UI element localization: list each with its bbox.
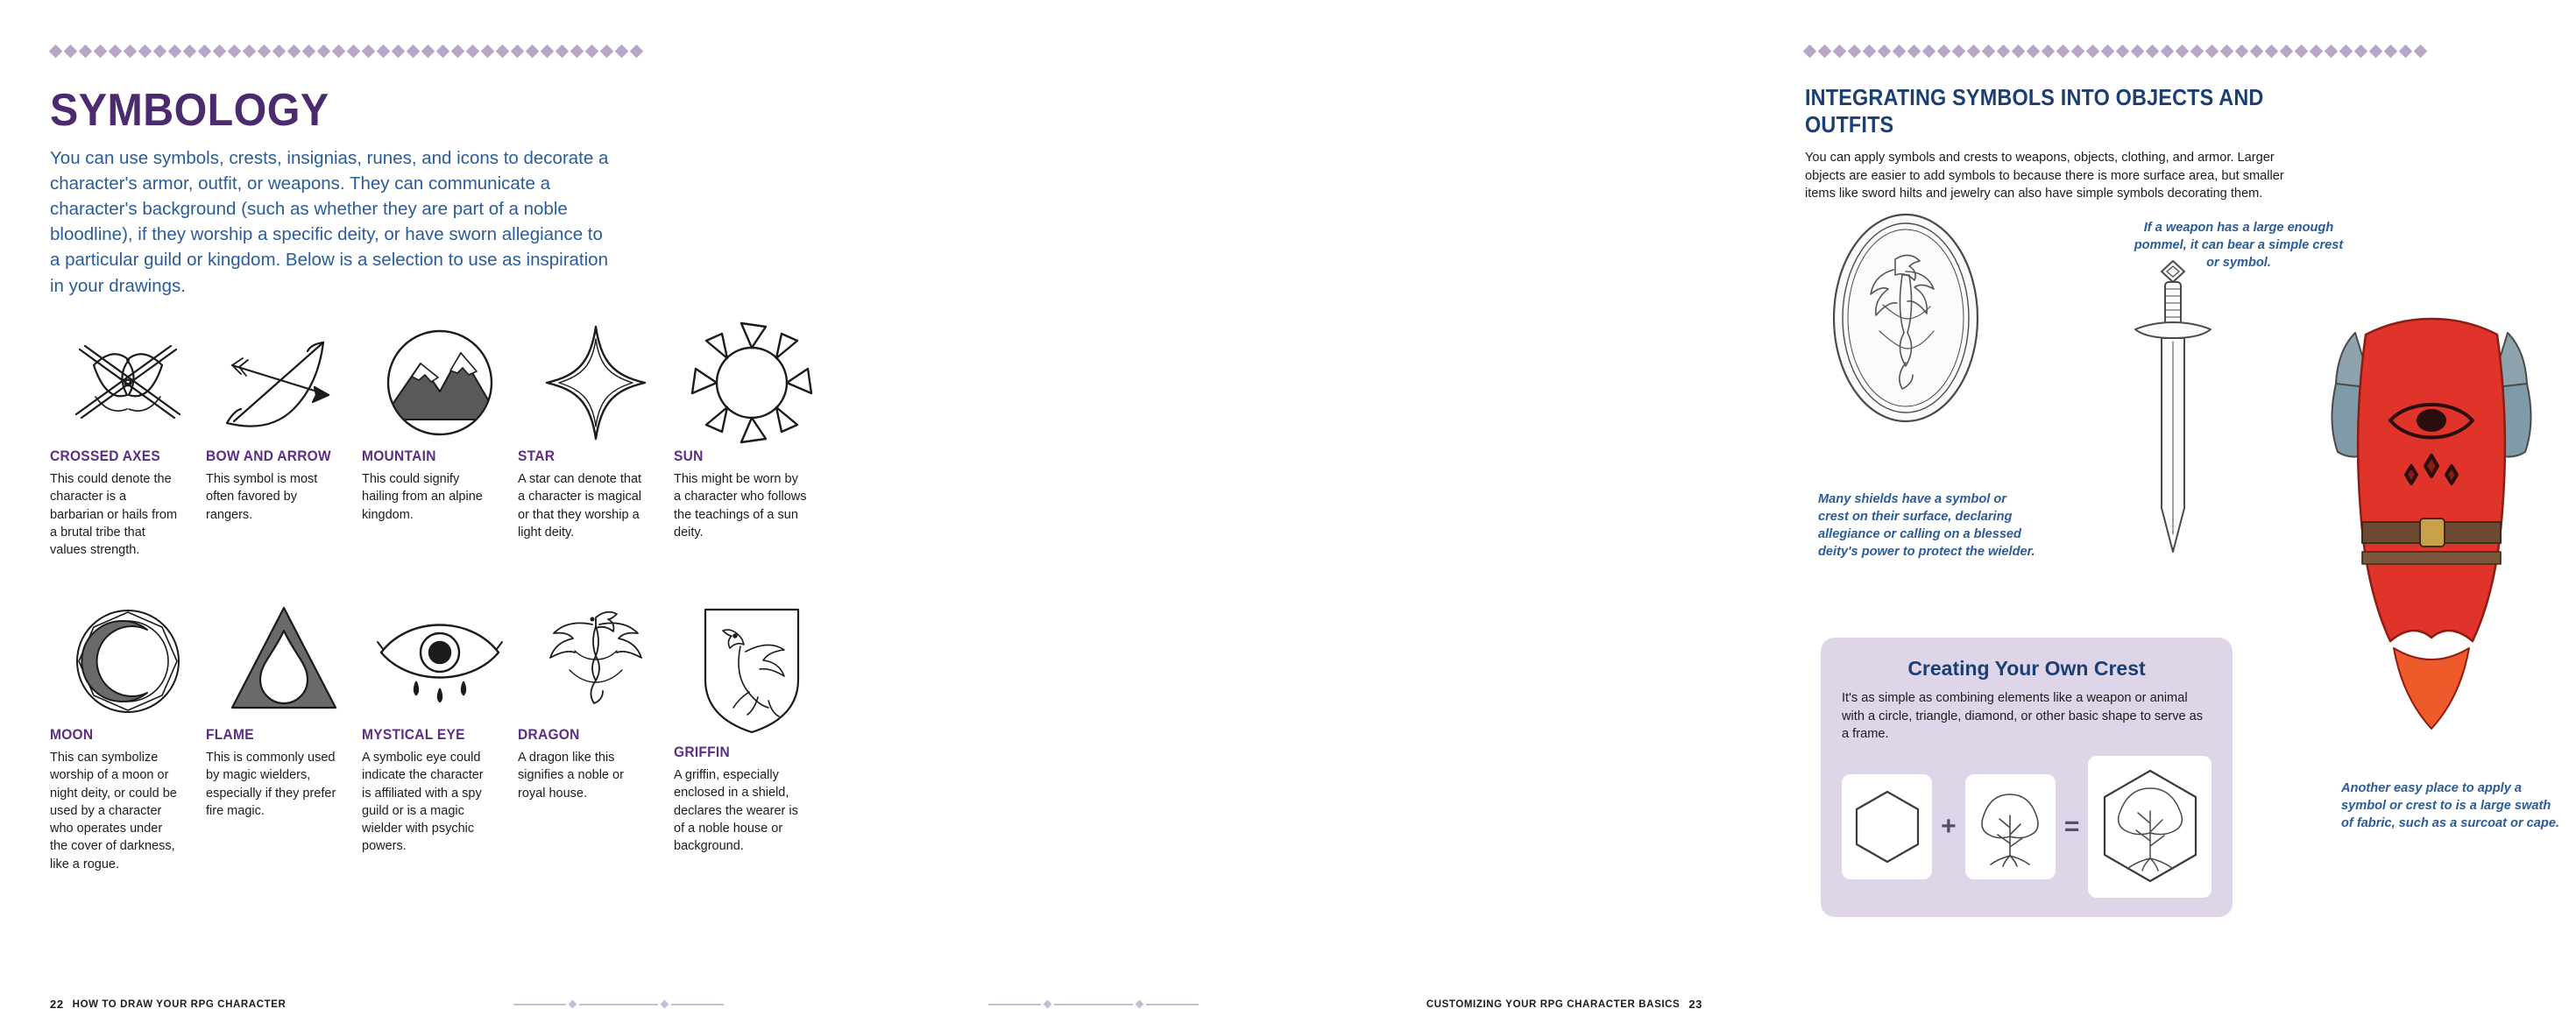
hexagon-tree-crest-icon [2088,756,2212,898]
surcoat-caption: Another easy place to apply a symbol or crest to is a large swath of fabric, such as a surcoat or cape. [2341,781,2559,831]
hexagon-frame-icon [1842,774,1932,879]
diamond-ornament [2146,44,2160,58]
diamond-ornament [2399,44,2413,58]
diamond-ornament [1907,44,1921,58]
diamond-ornament [1863,44,1877,58]
diamond-ornament [198,44,212,58]
symbol-name: STAR [518,448,556,464]
symbol-description: A dragon like this signifies a noble or royal house. [518,751,624,801]
running-head: CUSTOMIZING YOUR RPG CHARACTER BASICS [1426,998,1681,1010]
symbol-item-moon [50,604,206,873]
diamond-ornament [1833,44,1847,58]
crest-formula-row [1842,756,2212,898]
diamond-ornament [511,44,525,58]
diamond-ornament [1937,44,1951,58]
diamond-ornament [2339,44,2353,58]
diamond-ornament [585,44,599,58]
diamond-ornament [615,44,629,58]
symbol-item-crossed-axes [50,326,206,559]
symbol-grid-row-1 [50,326,830,559]
crossed-axes-icon [50,326,206,440]
diamond-ornament [2369,44,2383,58]
diamond-ornament [243,44,257,58]
diamond-ornament [2280,44,2294,58]
diamond-ornament [183,44,197,58]
diamond-ornament [317,44,331,58]
diamond-ornament [49,44,63,58]
diamond-ornament [1952,44,1966,58]
diamond-ornament [213,44,227,58]
diamond-ornament [362,44,376,58]
diamond-ornament [541,44,555,58]
section-heading: INTEGRATING SYMBOLS INTO OBJECTS AND OUTFITS [1805,84,2264,138]
sword-illustration [2125,254,2221,565]
diamond-ornament [272,44,287,58]
diamond-ornament [2354,44,2368,58]
symbol-description: A griffin, especially enclosed in a shield, declares the wearer is of a noble house or background. [674,768,798,854]
page-number: 22 [50,998,64,1011]
diamond-ornament [347,44,361,58]
diamond-ornament [2012,44,2026,58]
diamond-ornament [392,44,406,58]
diamond-ornament [2086,44,2100,58]
symbol-name: MOON [50,727,94,743]
diamond-ornament [2295,44,2309,58]
equals-operator: = [2063,812,2080,842]
diamond-ornament [153,44,167,58]
bow-and-arrow-icon [206,326,362,440]
symbol-description: This can symbolize worship of a moon or night deity, or could be used by a character who operates under the cover of darkness, like a rogue. [50,751,177,871]
running-head: HOW TO DRAW YOUR RPG CHARACTER [72,998,287,1010]
diamond-ornament [124,44,138,58]
diamond-ornament [1803,44,1817,58]
top-ornament-rule-left [51,42,787,60]
mountain-icon [362,326,518,440]
symbol-description: This could signify hailing from an alpine kingdom. [362,472,483,522]
diamond-ornament [1878,44,1892,58]
diamond-ornament [109,44,123,58]
symbol-name: BOW AND ARROW [206,448,331,464]
diamond-ornament [138,44,152,58]
crest-panel-body: It's as simple as combining elements like a weapon or animal with a circle, triangle, diamond, or other basic shape to serve as a frame. [1842,691,2204,742]
diamond-ornament [526,44,540,58]
symbol-name: CROSSED AXES [50,448,161,464]
diamond-ornament [1997,44,2011,58]
diamond-ornament [64,44,78,58]
diamond-ornament [2101,44,2115,58]
moon-icon [50,604,206,718]
tree-icon [1965,774,2056,879]
right-page [876,0,2559,1030]
symbol-name: DRAGON [518,727,580,743]
symbol-item-star [518,326,674,559]
symbol-name: MYSTICAL EYE [362,727,465,743]
diamond-ornament [2056,44,2070,58]
diamond-ornament [421,44,435,58]
diamond-ornament [2071,44,2085,58]
star-icon [518,326,674,440]
diamond-ornament [228,44,242,58]
diamond-ornament [302,44,316,58]
diamond-ornament [2325,44,2339,58]
diamond-ornament [94,44,108,58]
diamond-ornament [2027,44,2041,58]
symbol-description: A symbolic eye could indicate the character is affiliated with a spy guild or is a magic wielder with psychic powers. [362,751,484,854]
diamond-ornament [332,44,346,58]
diamond-ornament [1818,44,1832,58]
page-title: SYMBOLOGY [50,85,329,136]
symbol-item-dragon [518,604,674,873]
symbol-item-mystical-eye [362,604,518,873]
diamond-ornament [2161,44,2175,58]
shield-caption: Many shields have a symbol or crest on their surface, declaring allegiance or calling on a blessed deity's power to protect the wielder. [1818,492,2035,560]
symbol-name: SUN [674,448,704,464]
diamond-ornament [1922,44,1936,58]
diamond-ornament [2384,44,2398,58]
diamond-ornament [481,44,495,58]
diamond-ornament [2205,44,2219,58]
symbol-item-mountain [362,326,518,559]
diamond-ornament [2250,44,2264,58]
diamond-ornament [258,44,272,58]
symbol-item-bow-and-arrow [206,326,362,559]
griffin-icon [674,604,830,736]
symbol-description: This is commonly used by magic wielders, especially if they prefer fire magic. [206,751,336,818]
symbol-item-griffin [674,604,830,873]
symbol-grid-row-2 [50,604,830,873]
intro-paragraph: You can use symbols, crests, insignias, runes, and icons to decorate a character's armor, outfit, or weapons. They can communicate a character's background (such as whether they are part of a noble bloodline), if they worship a specific deity, or have sworn allegiance to a particular guild or kingdom. Below is a selection to use as inspiration in your drawings. [50,148,609,296]
symbol-description: This might be worn by a character who follows the teachings of a sun deity. [674,472,807,540]
diamond-ornament [2190,44,2204,58]
sun-icon [674,326,830,440]
diamond-ornament [1982,44,1996,58]
flame-icon [206,604,362,718]
sword-caption: If a weapon has a large enough pommel, it can bear a simple crest or symbol. [2134,221,2344,271]
diamond-ornament [600,44,614,58]
section-intro: You can apply symbols and crests to weapons, objects, clothing, and armor. Larger objects are easier to add symbols to because there is more surface area, but smaller items like sword hilts and jewelry can also have simple symbols decorating them. [1805,151,2284,201]
diamond-ornament [436,44,450,58]
diamond-ornament [79,44,93,58]
diamond-ornament [1967,44,1981,58]
diamond-ornament [2310,44,2324,58]
diamond-ornament [287,44,301,58]
footer-ornament [513,1001,724,1007]
diamond-ornament [1848,44,1862,58]
diamond-ornament [2220,44,2234,58]
symbol-name: MOUNTAIN [362,448,436,464]
plus-operator: + [1941,812,1957,842]
symbol-item-flame [206,604,362,873]
symbol-description: A star can denote that a character is magical or that they worship a light deity. [518,472,642,540]
crest-panel-title: Creating Your Own Crest [1907,657,2146,680]
symbol-description: This symbol is most often favored by rangers. [206,472,318,522]
footer-ornament [988,1001,1199,1007]
footer-right [988,998,1702,1011]
dragon-icon [518,604,674,718]
diamond-ornament [1893,44,1907,58]
diamond-ornament [2116,44,2130,58]
symbol-description: This could denote the character is a barbarian or hails from a brutal tribe that values strength. [50,472,178,558]
shield-illustration [1818,208,1993,432]
diamond-ornament [466,44,480,58]
symbol-name: GRIFFIN [674,744,731,760]
mystical-eye-icon [362,604,518,718]
diamond-ornament [451,44,465,58]
left-page [0,0,876,1030]
diamond-ornament [556,44,570,58]
diamond-ornament [570,44,584,58]
diamond-ornament [407,44,421,58]
creating-your-own-crest-panel [1821,638,2233,917]
surcoat-illustration [2313,280,2550,740]
diamond-ornament [496,44,510,58]
diamond-ornament [2414,44,2428,58]
diamond-ornament [2131,44,2145,58]
diamond-ornament [2042,44,2056,58]
diamond-ornament [168,44,182,58]
diamond-ornament [2176,44,2190,58]
symbol-item-sun [674,326,830,559]
top-ornament-rule-right [1805,42,2576,60]
diamond-ornament [630,44,644,58]
page-number: 23 [1688,998,1702,1011]
diamond-ornament [377,44,391,58]
footer-left [50,998,724,1011]
symbol-name: FLAME [206,727,254,743]
diamond-ornament [2265,44,2279,58]
diamond-ornament [2235,44,2249,58]
